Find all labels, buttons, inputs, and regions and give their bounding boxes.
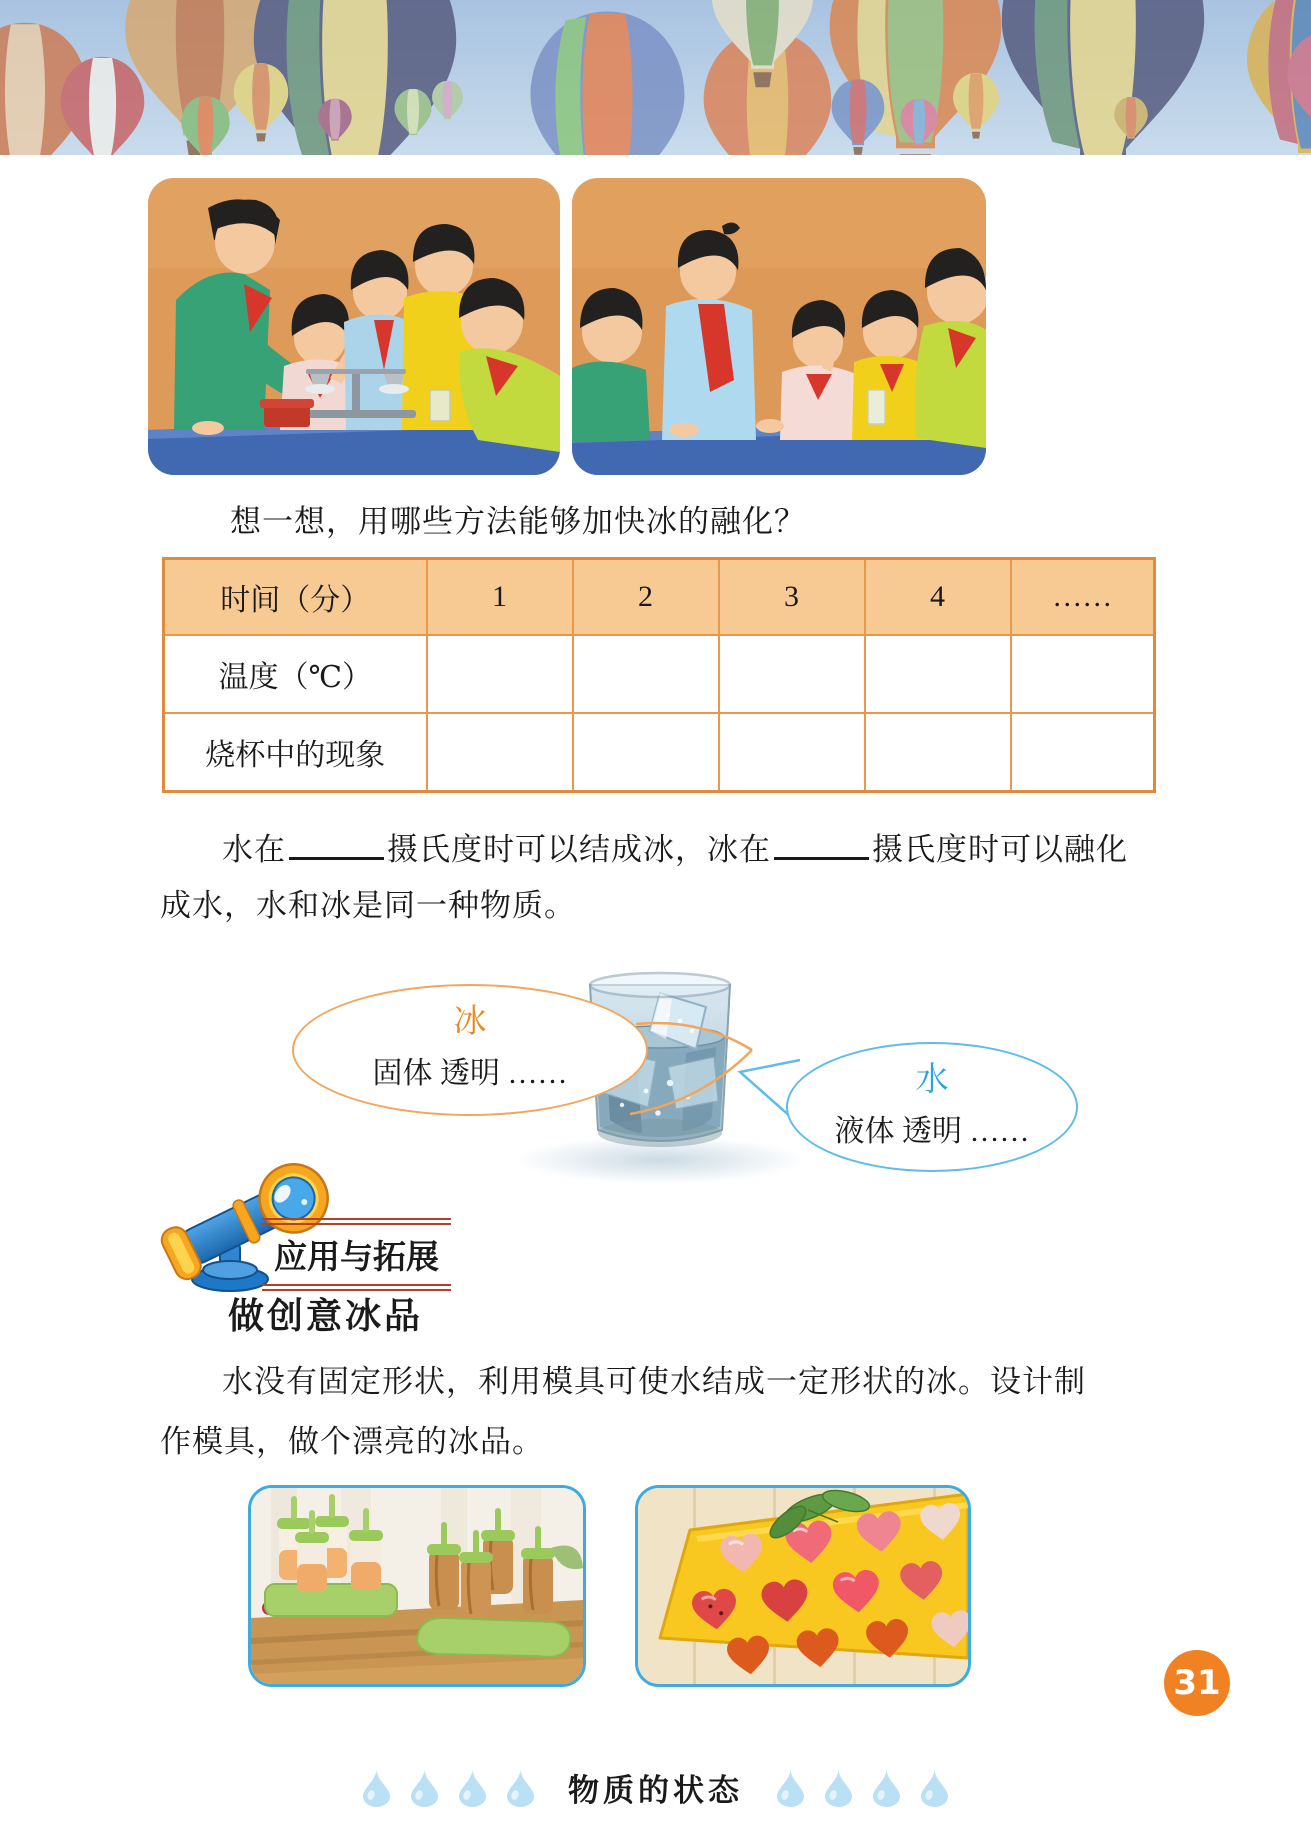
table-cell bbox=[865, 713, 1011, 792]
water-drop-icon bbox=[363, 1769, 390, 1807]
water-properties: 液体 透明 …… bbox=[834, 1115, 1030, 1148]
experiment-photo-melting-ice bbox=[148, 178, 560, 475]
children-experiment-scene-2 bbox=[572, 178, 986, 475]
ice-speech-bubble bbox=[292, 984, 648, 1116]
fill-blank-line-1 bbox=[160, 824, 1240, 869]
popsicle-molds-photo bbox=[248, 1485, 586, 1687]
water-speech-bubble bbox=[786, 1042, 1078, 1172]
table-cell bbox=[719, 713, 865, 792]
table-header-more: …… bbox=[1011, 559, 1155, 636]
popsicle-molds-illustration bbox=[251, 1488, 583, 1684]
table-cell bbox=[1011, 713, 1155, 792]
table-cell bbox=[427, 713, 573, 792]
heart-ice-tray-illustration bbox=[638, 1488, 968, 1684]
page-number-badge: 31 bbox=[1164, 1650, 1230, 1716]
hot-air-balloons-banner bbox=[0, 0, 1311, 155]
table-cell bbox=[427, 635, 573, 713]
hot-air-balloons-photo bbox=[0, 0, 1311, 155]
ice-label: 冰 bbox=[453, 1004, 487, 1040]
water-drop-icon bbox=[411, 1769, 438, 1807]
blank-underline-2 bbox=[774, 828, 869, 860]
water-drop-icon bbox=[777, 1769, 804, 1807]
activity-heading: 做创意冰品 bbox=[228, 1296, 424, 1337]
fill-blank-line-2: 成水，水和冰是同一种物质。 bbox=[160, 888, 576, 923]
activity-paragraph-line-1: 水没有固定形状，利用模具可使水结成一定形状的冰。设计制 bbox=[222, 1364, 1086, 1399]
table-cell bbox=[719, 635, 865, 713]
water-drop-icon bbox=[507, 1769, 534, 1807]
activity-paragraph-line-2: 作模具，做个漂亮的冰品。 bbox=[160, 1424, 544, 1459]
table-cell bbox=[573, 713, 719, 792]
fill-seg-3: 摄氏度时可以融化 bbox=[872, 832, 1128, 867]
table-header-row bbox=[164, 559, 1155, 636]
section-badge-apply-extend: 应用与拓展 bbox=[262, 1218, 451, 1291]
footer-drops-left bbox=[363, 1769, 534, 1807]
table-cell bbox=[865, 635, 1011, 713]
row-label-beaker: 烧杯中的现象 bbox=[164, 713, 427, 792]
table-header-1: 1 bbox=[427, 559, 573, 636]
question-text: 想一想，用哪些方法能够加快冰的融化？ bbox=[230, 504, 806, 539]
footer bbox=[0, 1765, 1311, 1810]
table-cell bbox=[573, 635, 719, 713]
chapter-title: 物质的状态 bbox=[568, 1773, 743, 1809]
fill-seg-1: 水在 bbox=[222, 832, 286, 867]
observation-table bbox=[162, 557, 1156, 793]
table-header-2: 2 bbox=[573, 559, 719, 636]
heart-ice-tray-photo bbox=[635, 1485, 971, 1687]
children-experiment-scene-1 bbox=[148, 178, 560, 475]
experiment-photo-observing bbox=[572, 178, 986, 475]
table-header-time: 时间（分） bbox=[164, 559, 427, 636]
table-cell bbox=[1011, 635, 1155, 713]
row-label-temperature: 温度（℃） bbox=[164, 635, 427, 713]
table-header-4: 4 bbox=[865, 559, 1011, 636]
water-drop-icon bbox=[873, 1769, 900, 1807]
table-row-temperature bbox=[164, 635, 1155, 713]
table-header-3: 3 bbox=[719, 559, 865, 636]
table-row-beaker-observation bbox=[164, 713, 1155, 792]
fill-seg-2: 摄氏度时可以结成冰，冰在 bbox=[387, 832, 771, 867]
blank-underline-1 bbox=[289, 828, 384, 860]
footer-drops-right bbox=[777, 1769, 948, 1807]
ice-properties: 固体 透明 …… bbox=[372, 1057, 568, 1090]
water-drop-icon bbox=[921, 1769, 948, 1807]
water-label: 水 bbox=[915, 1062, 949, 1098]
water-drop-icon bbox=[459, 1769, 486, 1807]
water-drop-icon bbox=[825, 1769, 852, 1807]
